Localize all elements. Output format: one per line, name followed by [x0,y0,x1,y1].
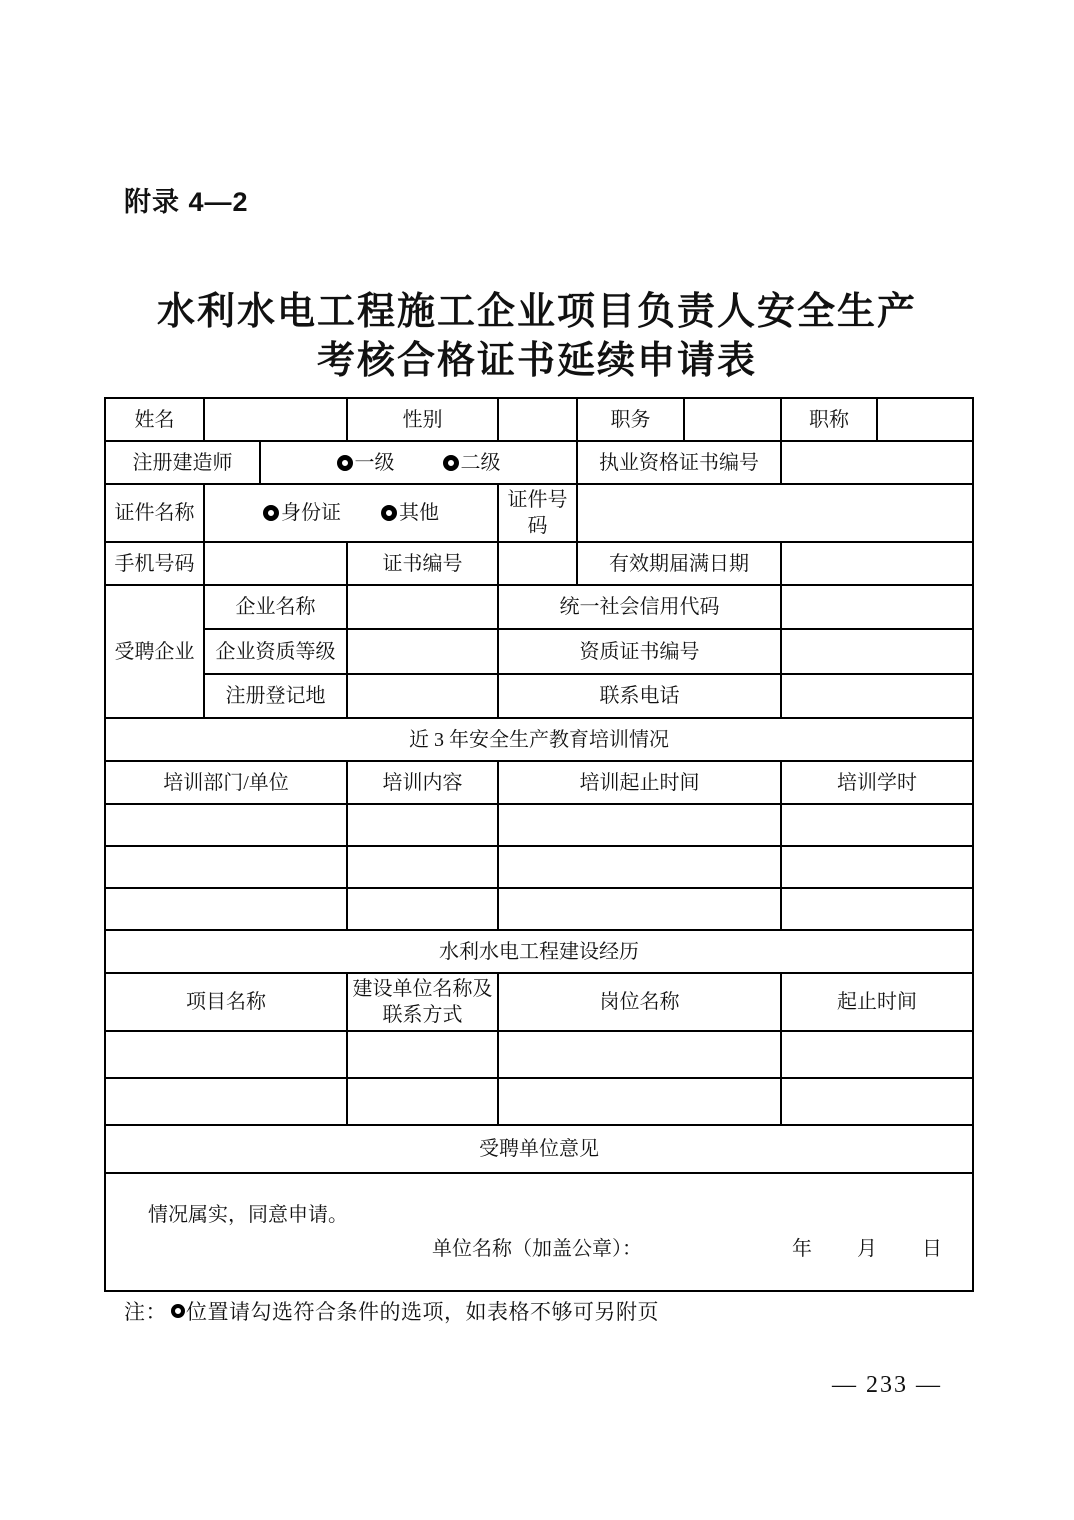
experience-owner-cell [347,1031,498,1078]
date-fields [752,1236,942,1262]
contact-phone-value-cell [781,674,973,718]
seal-label: 单位名称（加盖公章）： [432,1238,642,1260]
registered-address-label: 注册登记地 [204,674,347,718]
option-other-label: 其他 [399,502,439,524]
training-header-department: 培训部门/单位 [105,761,347,804]
row-contact [105,542,973,585]
qualification-cert-no-label: 资质证书编号 [498,629,781,674]
option-id-card [263,500,341,526]
company-name-value-cell [347,585,498,629]
training-department-cell [105,888,347,930]
page-title-line-1: 水利水电工程施工企业项目负责人安全生产 [156,291,917,333]
row-id [105,484,973,542]
experience-header-project: 项目名称 [105,973,347,1031]
training-department-cell [105,846,347,888]
training-content-cell [347,804,498,846]
row-basic-1 [105,398,973,441]
experience-row-empty [105,1078,973,1125]
training-period-cell [498,846,781,888]
training-section-title: 近 3 年安全生产教育培训情况 [105,718,973,761]
opinion-section-title: 受聘单位意见 [105,1125,973,1173]
experience-header-owner: 建设单位名称及联系方式 [347,973,498,1031]
training-row-empty [105,846,973,888]
appendix-label: 附录 4—2 [124,187,249,217]
page-title-line-2: 考核合格证书延续申请表 [316,340,757,382]
expiry-date-label: 有效期届满日期 [577,542,781,585]
qualification-level-value-cell [347,629,498,674]
practice-cert-no-value-cell [781,441,973,484]
row-employer-1 [105,585,973,629]
training-hours-cell [781,804,973,846]
row-opinion-body [105,1173,973,1291]
training-content-cell [347,888,498,930]
training-period-cell [498,888,781,930]
option-level-2 [443,450,501,476]
footnote [124,1296,659,1326]
experience-header-period: 起止时间 [781,973,973,1031]
page-title [0,288,1074,386]
row-employer-2 [105,629,973,674]
row-experience-section [105,930,973,973]
id-number-label: 证件号码 [498,484,577,542]
employer-group-label: 受聘企业 [105,585,204,718]
training-period-cell [498,804,781,846]
id-number-value-cell [577,484,973,542]
page-number: — 233 — [832,1372,942,1398]
option-level-2-label: 二级 [460,451,501,474]
gender-label: 性别 [347,398,498,441]
option-level-1-label: 一级 [354,451,395,474]
experience-period-cell [781,1078,973,1125]
mobile-value-cell [204,542,347,585]
builder-level-options-cell [260,441,577,484]
name-label: 姓名 [105,398,204,441]
training-row-empty [105,804,973,846]
expiry-date-value-cell [781,542,973,585]
registered-builder-label: 注册建造师 [105,441,260,484]
title-label: 职称 [781,398,877,441]
option-ring-icon [381,505,397,521]
cert-no-label: 证书编号 [347,542,498,585]
opinion-body-cell [105,1173,973,1291]
opinion-statement: 情况属实，同意申请。 [148,1204,348,1226]
experience-project-cell [105,1031,347,1078]
experience-row-empty [105,1031,973,1078]
registered-address-value-cell [347,674,498,718]
training-header-period: 培训起止时间 [498,761,781,804]
footnote-text: 位置请勾选符合条件的选项，如表格不够可另附页 [186,1300,659,1324]
practice-cert-no-label: 执业资格证书编号 [577,441,781,484]
mobile-label: 手机号码 [105,542,204,585]
date-year-label: 年 [792,1238,812,1260]
date-day-label: 日 [922,1238,942,1260]
experience-period-cell [781,1031,973,1078]
opinion-seal-line [106,1236,972,1262]
experience-header-post: 岗位名称 [498,973,781,1031]
title-value-cell [877,398,973,441]
gender-value-cell [498,398,577,441]
footnote-prefix: 注： [124,1300,167,1324]
row-employer-3 [105,674,973,718]
row-training-headers [105,761,973,804]
row-training-section [105,718,973,761]
id-type-options-cell [204,484,498,542]
training-header-hours: 培训学时 [781,761,973,804]
training-content-cell [347,846,498,888]
credit-code-value-cell [781,585,973,629]
duty-label: 职务 [577,398,684,441]
option-ring-icon [263,505,279,521]
experience-section-title: 水利水电工程建设经历 [105,930,973,973]
credit-code-label: 统一社会信用代码 [498,585,781,629]
qualification-level-label: 企业资质等级 [204,629,347,674]
option-id-card-label: 身份证 [281,502,341,524]
option-other [381,500,439,526]
name-value-cell [204,398,347,441]
qualification-cert-no-value-cell [781,629,973,674]
training-hours-cell [781,888,973,930]
option-level-1 [337,450,395,476]
training-row-empty [105,888,973,930]
experience-owner-cell [347,1078,498,1125]
experience-post-cell [498,1078,781,1125]
experience-project-cell [105,1078,347,1125]
training-header-content: 培训内容 [347,761,498,804]
option-ring-icon [337,455,353,471]
row-builder [105,441,973,484]
training-department-cell [105,804,347,846]
experience-post-cell [498,1031,781,1078]
row-opinion-section [105,1125,973,1173]
id-type-label: 证件名称 [105,484,204,542]
option-ring-icon [171,1304,185,1318]
row-experience-headers [105,973,973,1031]
duty-value-cell [684,398,781,441]
training-hours-cell [781,846,973,888]
contact-phone-label: 联系电话 [498,674,781,718]
company-name-label: 企业名称 [204,585,347,629]
application-form-table [104,397,974,1292]
cert-no-value-cell [498,542,577,585]
option-ring-icon [443,455,459,471]
date-month-label: 月 [857,1238,877,1260]
